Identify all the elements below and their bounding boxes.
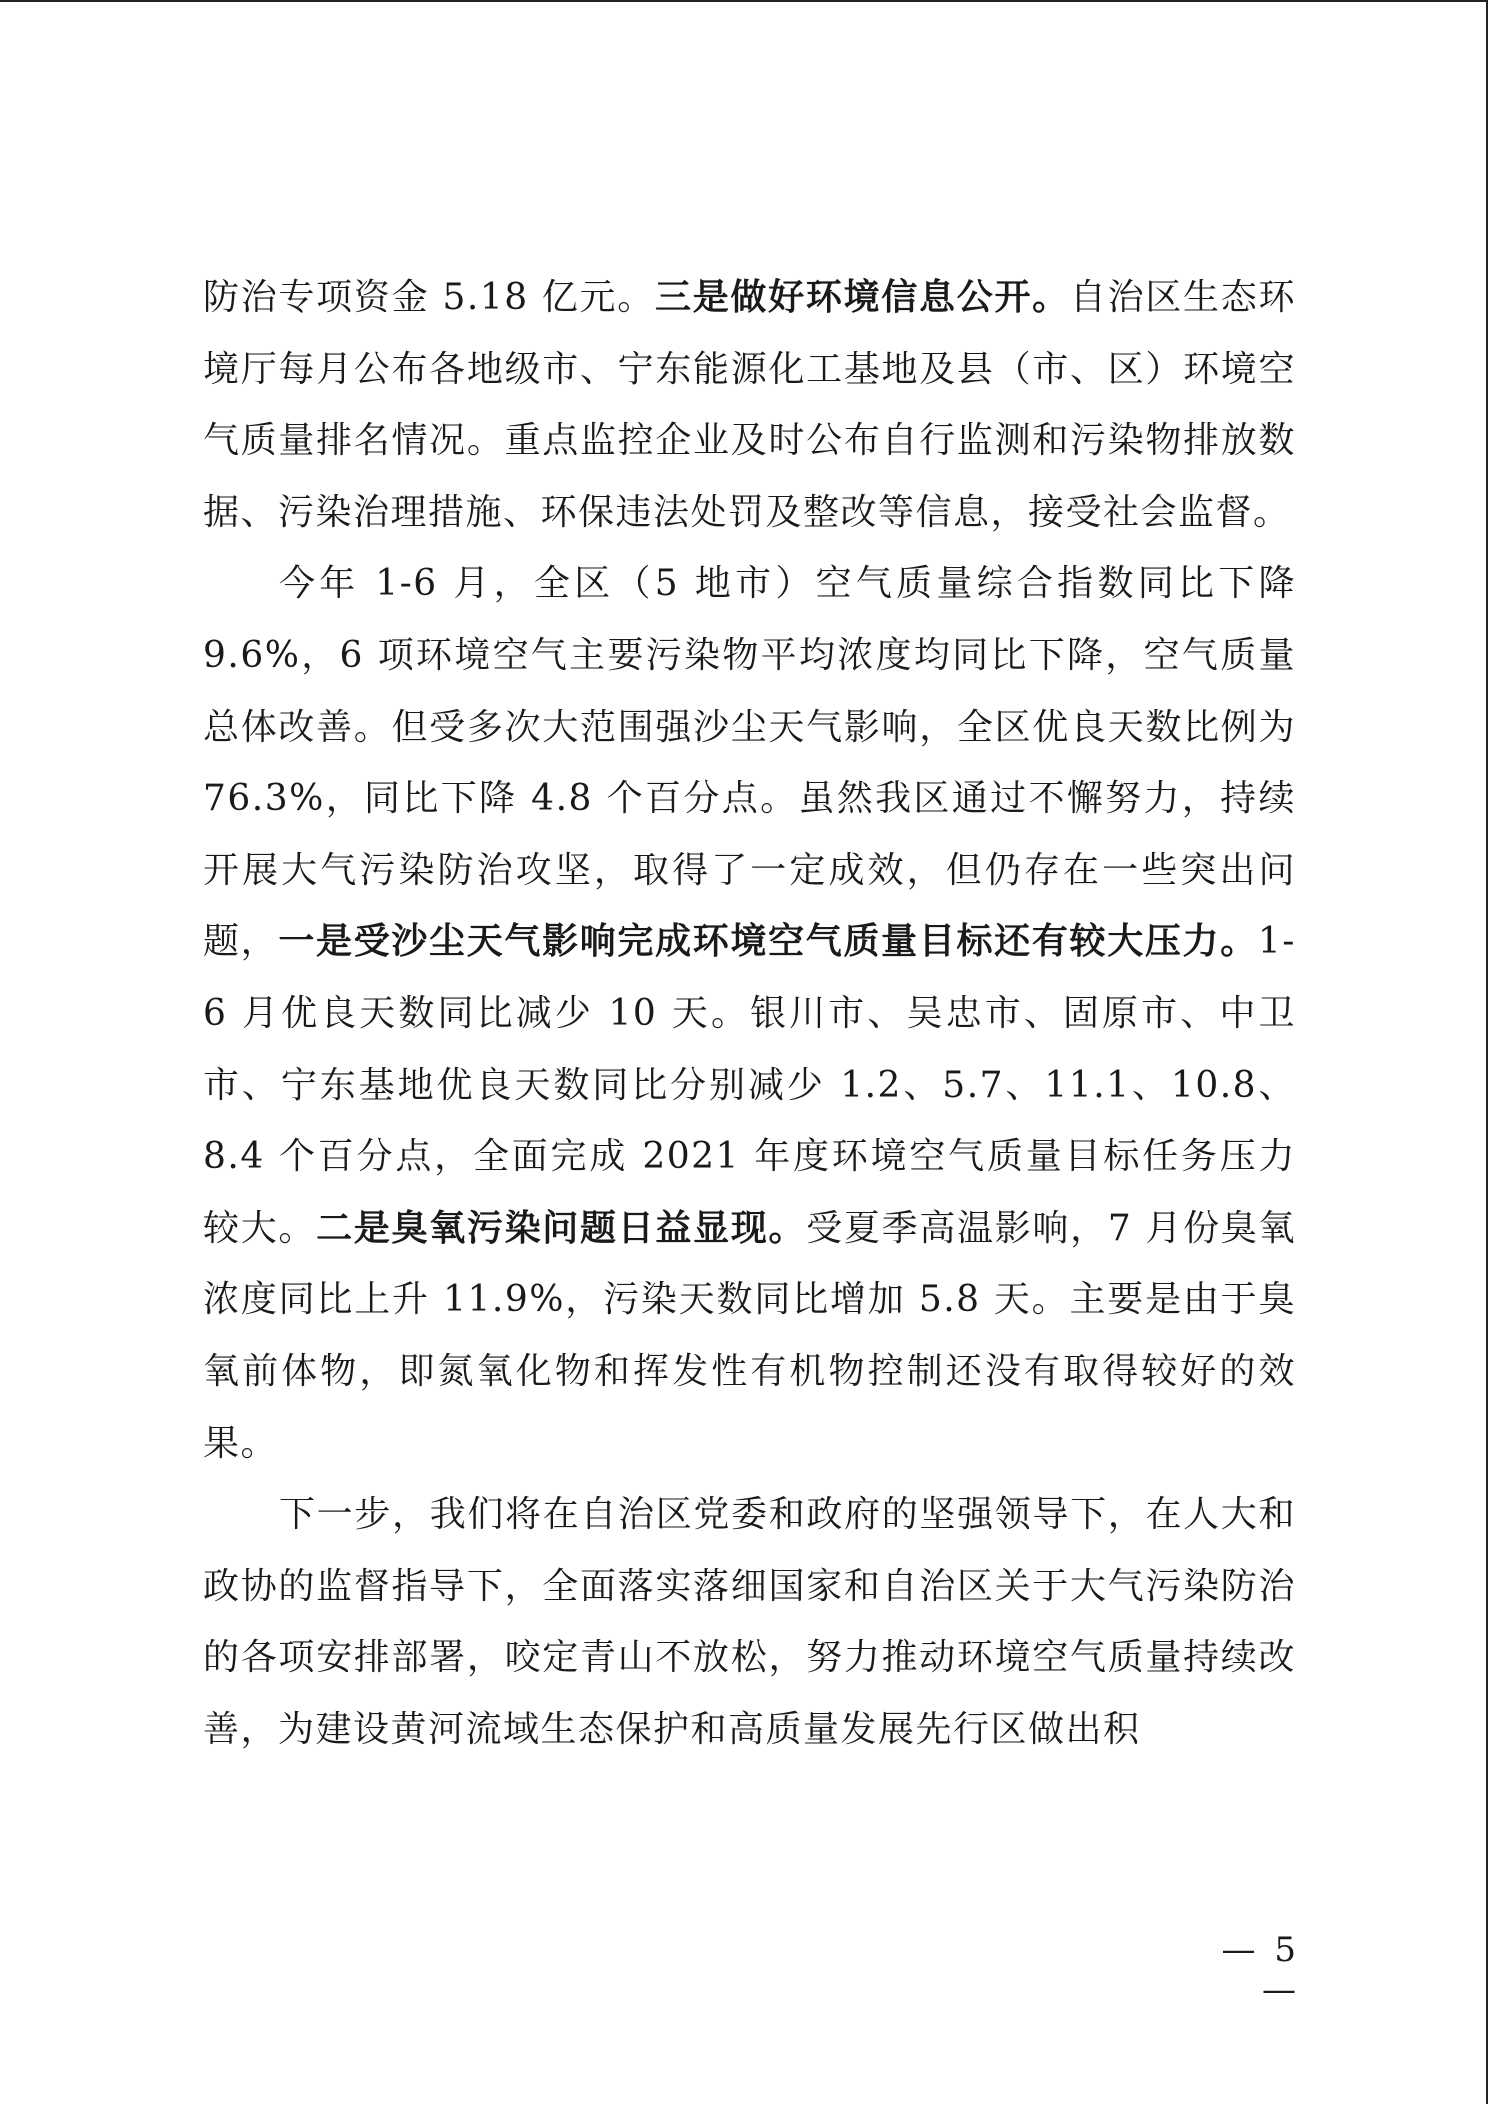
text-segment: 1-6 月优良天数同比减少 10 天。银川市、吴忠市、固原市、中卫市、宁东基地优良天数同比分别减少 1.2、5.7、11.1、10.8、8.4 个百分点，全面完成 2021 年度环境空气质量目标任务压力较大。 (203, 921, 1296, 1249)
text-segment: 受夏季高温影响，7 月份臭氧浓度同比上升 11.9%，污染天数同比增加 5.8 天。主要是由于臭氧前体物，即氮氧化物和挥发性有机物控制还没有取得较好的效果。 (203, 1207, 1296, 1464)
text-segment: 自治区生态环境厅每月公布各地级市、宁东能源化工基地及县（市、区）环境空气质量排名情况。重点监控企业及时公布自行监测和污染物排放数据、污染治理措施、环保违法处罚及整改等信息，接受社会监督。 (203, 277, 1296, 533)
paragraph-funding-disclosure (203, 262, 1296, 548)
bold-heading-ozone-pollution: 二是臭氧污染问题日益显现。 (316, 1206, 807, 1249)
bold-heading-info-disclosure: 三是做好环境信息公开。 (654, 276, 1070, 318)
text-segment: 今年 1-6 月，全区（5 地市）空气质量综合指数同比下降 9.6%，6 项环境空气主要污染物平均浓度均同比下降，空气质量总体改善。但受多次大范围强沙尘天气影响，全区优良天数比例为 76.3%，同比下降 4.8 个百分点。虽然我区通过不懈努力，持续开展大气污染防治攻坚，取得了一定成效，但仍存在一些突出问题， (203, 563, 1296, 963)
text-segment: 下一步，我们将在自治区党委和政府的坚强领导下，在人大和政协的监督指导下，全面落实落细国家和自治区关于大气污染防治的各项安排部署，咬定青山不放松，努力推动环境空气质量持续改善，为建设黄河流域生态保护和高质量发展先行区做出积 (203, 1494, 1296, 1750)
paragraph-next-steps (203, 1479, 1296, 1765)
text-segment: 防治专项资金 5.18 亿元。 (203, 277, 655, 318)
paragraph-air-quality-status (203, 548, 1296, 1479)
bold-heading-dust-pressure: 一是受沙尘天气影响完成环境空气质量目标还有较大压力。 (278, 920, 1258, 963)
body-text (203, 262, 1296, 1765)
page-number: — 5 — (1221, 1930, 1300, 2010)
